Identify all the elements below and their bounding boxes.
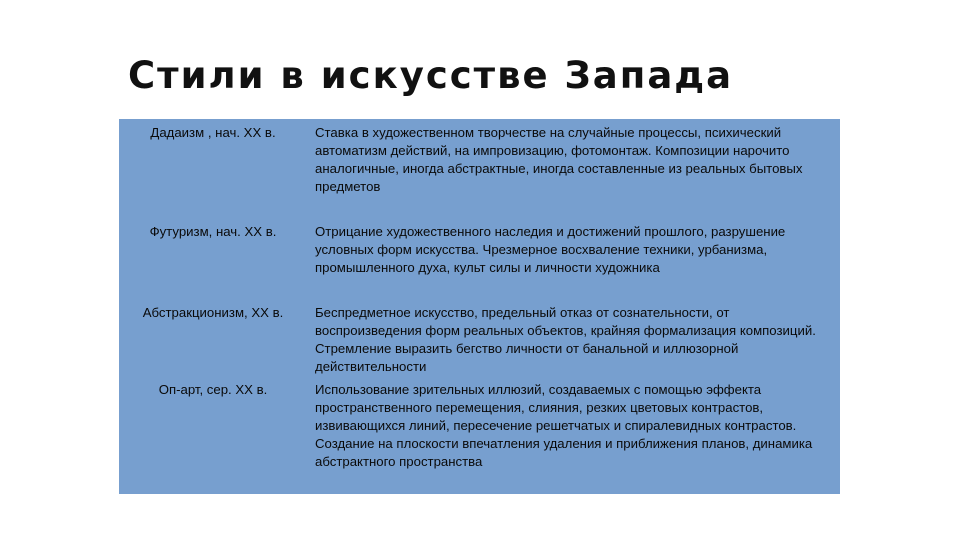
style-description: Беспредметное искусство, предельный отказ от сознательности, от воспроизведения форм реальных объектов, крайняя формализация композиций. Стремление выразить бегство личности от банальной и иллюзорной действительности [315,305,816,374]
style-name: Дадаизм , нач. ХХ в. [150,125,276,140]
slide-title: Стили в искусстве Запада [128,54,734,97]
style-name: Оп-арт, сер. ХХ в. [158,382,268,397]
style-name: Футуризм, нач. ХХ в. [149,224,277,239]
style-name: Абстракционизм, ХХ в. [142,305,284,320]
style-description: Использование зрительных иллюзий, создаваемых с помощью эффекта пространственного перемещения, слияния, резких цветовых контрастов, извивающихся линий, пересечение решетчатых и спиралевидных контрастов. Создание на плоскости впечатления удаления и приближения планов, динамика абстрактного пространства [315,382,813,469]
style-description: Отрицание художественного наследия и достижений прошлого, разрушение условных форм искусства. Чрезмерное восхваление техники, урбанизма, промышленного духа, культ силы и личности художника [315,224,786,275]
styles-table [119,119,840,494]
style-description: Ставка в художественном творчестве на случайные процессы, психический автоматизм действий, на импровизацию, фотомонтаж. Композиции нарочито аналогичные, иногда абстрактные, иногда составленные из реальных бытовых предметов [315,125,803,194]
